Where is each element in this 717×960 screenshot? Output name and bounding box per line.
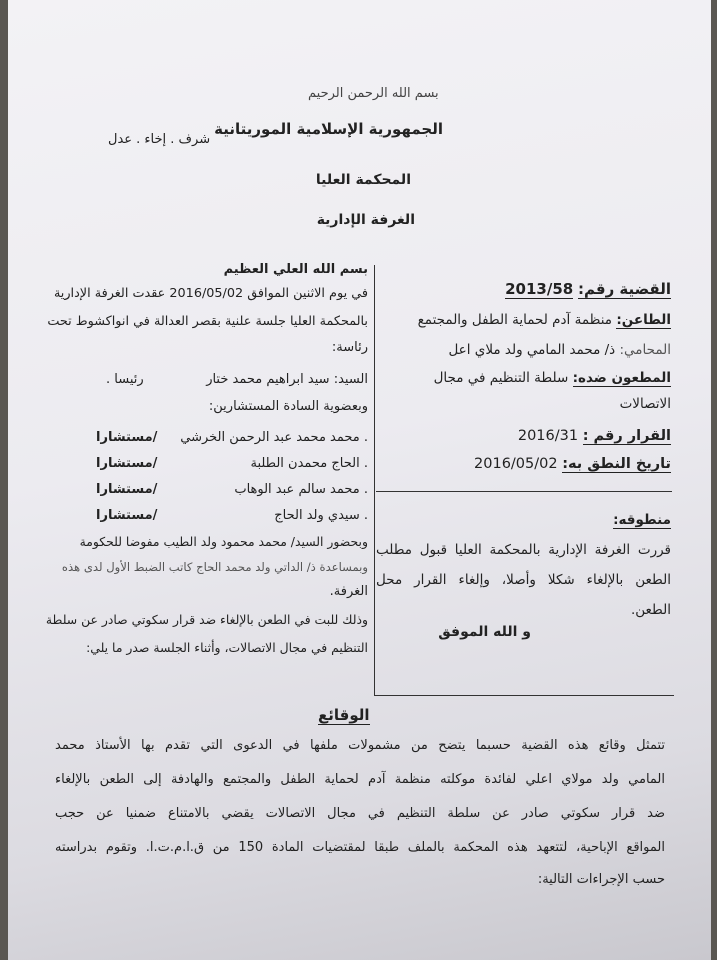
facts-title: الوقائع	[318, 706, 370, 724]
facts-line: حسب الإجراءات التالية:	[537, 872, 665, 887]
appellant-label: الطاعن:	[616, 312, 671, 328]
lawyer-value: ذ/ محمد المامي ولد ملاي اعل	[448, 342, 616, 358]
decision-value: 2016/31	[517, 428, 579, 444]
session-line-1: في يوم الاثنين الموافق 2016/05/02 عقدت الغرفة الإدارية	[53, 286, 368, 301]
case-info-block	[376, 280, 671, 490]
respondent-row	[376, 370, 671, 386]
members-intro: وبعضوية السادة المستشارين:	[208, 399, 368, 414]
lawyer-label: المحامي:	[619, 342, 671, 358]
decision-row	[376, 428, 671, 444]
facts-line: المواقع الإباحية، لتتعهد هذه المحكمة بالملف طبقا لمقتضيات المادة 150 من ق.ا.م.ت.ا. وتقوم بدراسته	[55, 840, 665, 855]
attendance-line: وبحضور السيد/ محمد محمود ولد الطيب مفوضا للحكومة	[79, 534, 368, 549]
date-row	[376, 456, 671, 472]
case-number-row	[376, 280, 671, 298]
president-role: رئيسا .	[106, 372, 144, 387]
session-bismillah: بسم الله العلي العظيم	[223, 262, 368, 277]
republic-title: الجمهورية الإسلامية الموريتانية	[214, 120, 443, 138]
appellant-value: منظمة آدم لحماية الطفل والمجتمع	[417, 312, 613, 328]
session-line-2: بالمحكمة العليا جلسة علنية بقصر العدالة في انواكشوط تحت	[47, 314, 368, 329]
document-page	[8, 0, 711, 960]
date-label: تاريخ النطق به:	[562, 456, 671, 472]
president-row	[96, 372, 368, 387]
national-motto: شرف . إخاء . عدل	[108, 132, 211, 147]
member-role: /مستشارا	[96, 430, 158, 445]
member-name: . سيدي ولد الحاج	[274, 508, 368, 523]
member-row	[96, 508, 368, 523]
member-role: /مستشارا	[96, 482, 158, 497]
clerk-line-end: الغرفة.	[329, 584, 368, 599]
respondent-row-2	[376, 396, 671, 412]
lawyer-row	[376, 342, 671, 358]
court-name: المحكمة العليا	[315, 172, 411, 188]
member-row	[96, 456, 368, 471]
decision-label: القرار رقم :	[582, 428, 671, 444]
column-divider	[374, 265, 375, 695]
member-role: /مستشارا	[96, 456, 158, 471]
operative-line-3: الطعن.	[630, 602, 671, 618]
respondent-label: المطعون ضده:	[572, 370, 671, 386]
member-row	[96, 482, 368, 497]
case-number-label: القضية رقم:	[577, 280, 671, 298]
clerk-line: وبمساعدة ذ/ الداتي ولد محمد الحاج كاتب الضبط الأول لدى هذه	[61, 560, 368, 574]
date-value: 2016/05/02	[474, 456, 558, 472]
operative-block	[376, 512, 671, 647]
bismillah-header: بسم الله الرحمن الرحيم	[308, 86, 439, 101]
member-name: . محمد سالم عبد الوهاب	[234, 482, 368, 497]
member-role: /مستشارا	[96, 508, 158, 523]
closing-formula: و الله الموفق	[438, 624, 531, 640]
case-number-value: 2013/58	[505, 280, 574, 298]
purpose-line-1: وذلك للبت في الطعن بالإلغاء ضد قرار سكوتي صادر عن سلطة	[45, 612, 368, 627]
facts-line: تتمثل وقائع هذه القضية حسبما يتضح من مشمولات ملفها في الدعوى التي تقدم بها الأستاذ محمد	[55, 738, 665, 753]
respondent-value: سلطة التنظيم في مجال	[433, 370, 569, 386]
president-name: السيد: سيد ابراهيم محمد ختار	[206, 372, 368, 387]
session-block	[45, 262, 368, 672]
facts-line: المامي ولد مولاي اعلي لفائدة موكلته منظمة آدم لحماية الطفل والمجتمع والهادفة إلى الطعن بالإلغاء	[55, 772, 665, 787]
session-line-3: رئاسة:	[331, 340, 368, 355]
operative-title: منطوقه:	[613, 512, 671, 528]
facts-line: ضد قرار سكوتي صادر عن سلطة التنظيم في مجال الاتصالات يقضي بالامتناع ضمنيا عن حجب	[55, 806, 665, 821]
member-name: . الحاج محمدن الطلبة	[250, 456, 368, 471]
member-row	[96, 430, 368, 445]
purpose-line-2: التنظيم في مجال الاتصالات، وأثناء الجلسة صدر ما يلي:	[86, 640, 368, 655]
respondent-value-2: الاتصالات	[619, 396, 671, 412]
operative-line-2: الطعن بالإلغاء شكلا وأصلا، وإلغاء القرار محل	[376, 572, 671, 588]
operative-line-1: قررت الغرفة الإدارية بالمحكمة العليا قبول مطلب	[376, 542, 671, 558]
chamber-name: الغرفة الإدارية	[316, 212, 415, 228]
member-name: . محمد محمد عبد الرحمن الخرشي	[180, 430, 368, 445]
section-divider	[374, 695, 674, 696]
appellant-row	[376, 312, 671, 328]
case-divider	[376, 491, 672, 492]
